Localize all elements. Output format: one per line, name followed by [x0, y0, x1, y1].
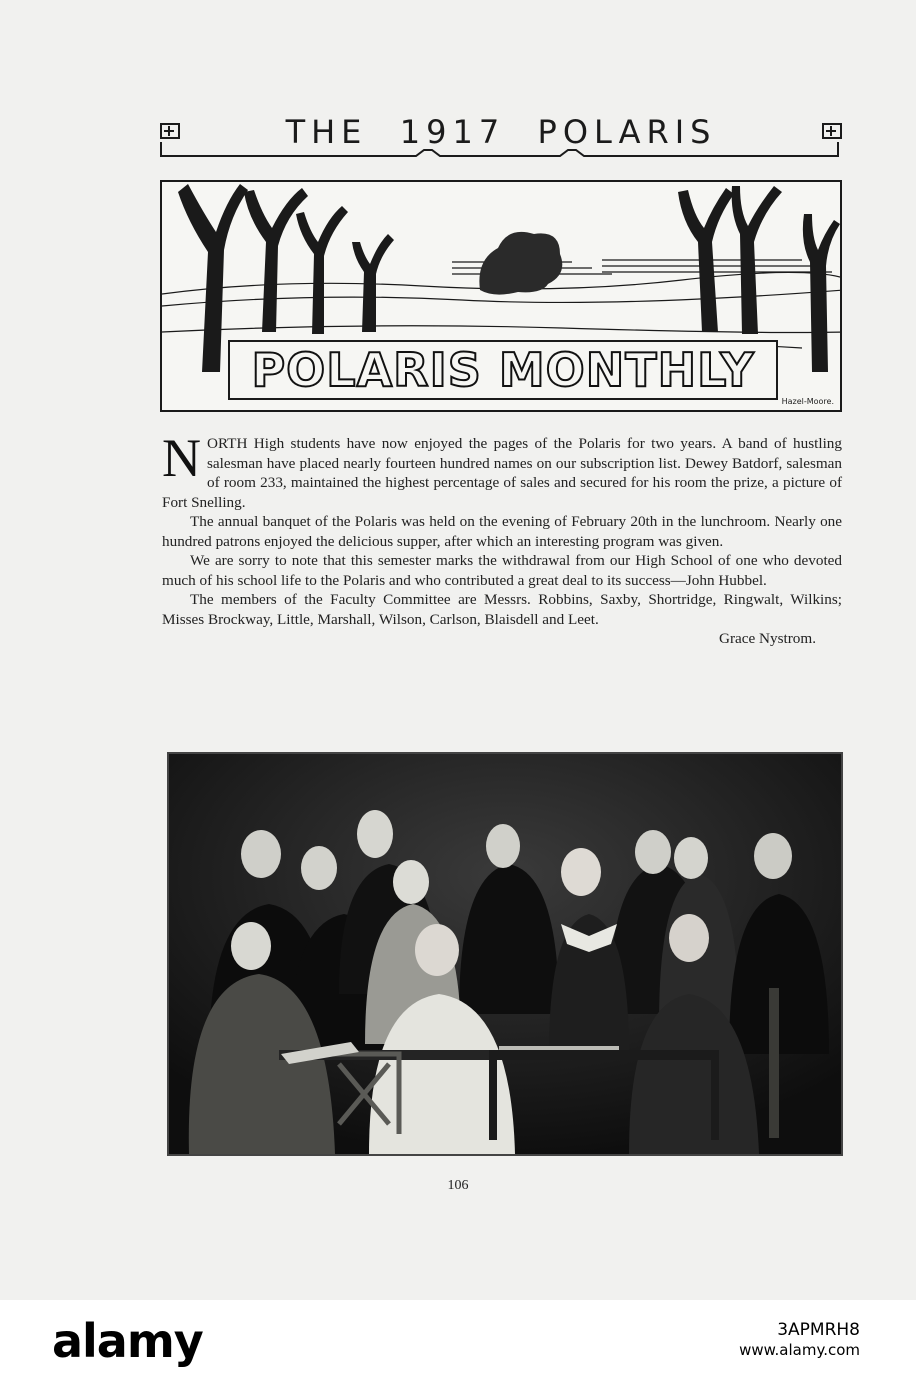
- artist-credit: Hazel-Moore.: [781, 397, 834, 406]
- site-url: www.alamy.com: [739, 1341, 860, 1359]
- banner-illustration: [160, 180, 842, 412]
- page-header-title: THE 1917 POLARIS: [285, 113, 717, 151]
- article-paragraph: [162, 428, 842, 512]
- article-paragraph: The annual banquet of the Polaris was held on the evening of February 20th in the lunchroom. Nearly one hundred patrons enjoyed the delicious supper, after which an interesting program was given.: [162, 513, 842, 550]
- signature-line: [162, 629, 842, 649]
- paragraph-text: ORTH High students have now enjoyed the pages of the Polaris for two years. A band of hustling salesman have placed nearly fourteen hundred names on our subscription list. Dewey Batdorf, salesman of room 233, maintained the highest percentage of sales and secured for his room the prize, a picture of Fort Snelling.: [162, 435, 842, 511]
- article-body: [162, 428, 842, 649]
- drop-cap: N: [162, 428, 201, 488]
- group-photograph: [167, 752, 843, 1156]
- page-number: 106: [447, 1178, 469, 1193]
- article-paragraph: We are sorry to note that this semester marks the withdrawal from our High School of one who devoted much of his school life to the Polaris and who contributed a great deal to its success—John Hubbel.: [162, 552, 842, 589]
- article-signature: Grace Nystrom.: [719, 630, 816, 647]
- article-paragraph: The members of the Faculty Committee are Messrs. Robbins, Saxby, Shortridge, Ringwalt, Wilkins; Misses Brockway, Little, Marshall, Wilson, Carlson, Blaisdell and Leet.: [162, 591, 842, 628]
- banner-title-frame: [228, 340, 778, 400]
- alamy-logo: alamy: [52, 1314, 203, 1368]
- image-id: 3APMRH8: [777, 1320, 860, 1340]
- page-header: [160, 112, 842, 162]
- stock-watermark-bar: [0, 1300, 916, 1390]
- watermark-info: [739, 1320, 860, 1360]
- bush: [479, 232, 562, 295]
- banner-title: POLARIS MONTHLY: [251, 343, 755, 397]
- staff-group-photo: [169, 754, 843, 1156]
